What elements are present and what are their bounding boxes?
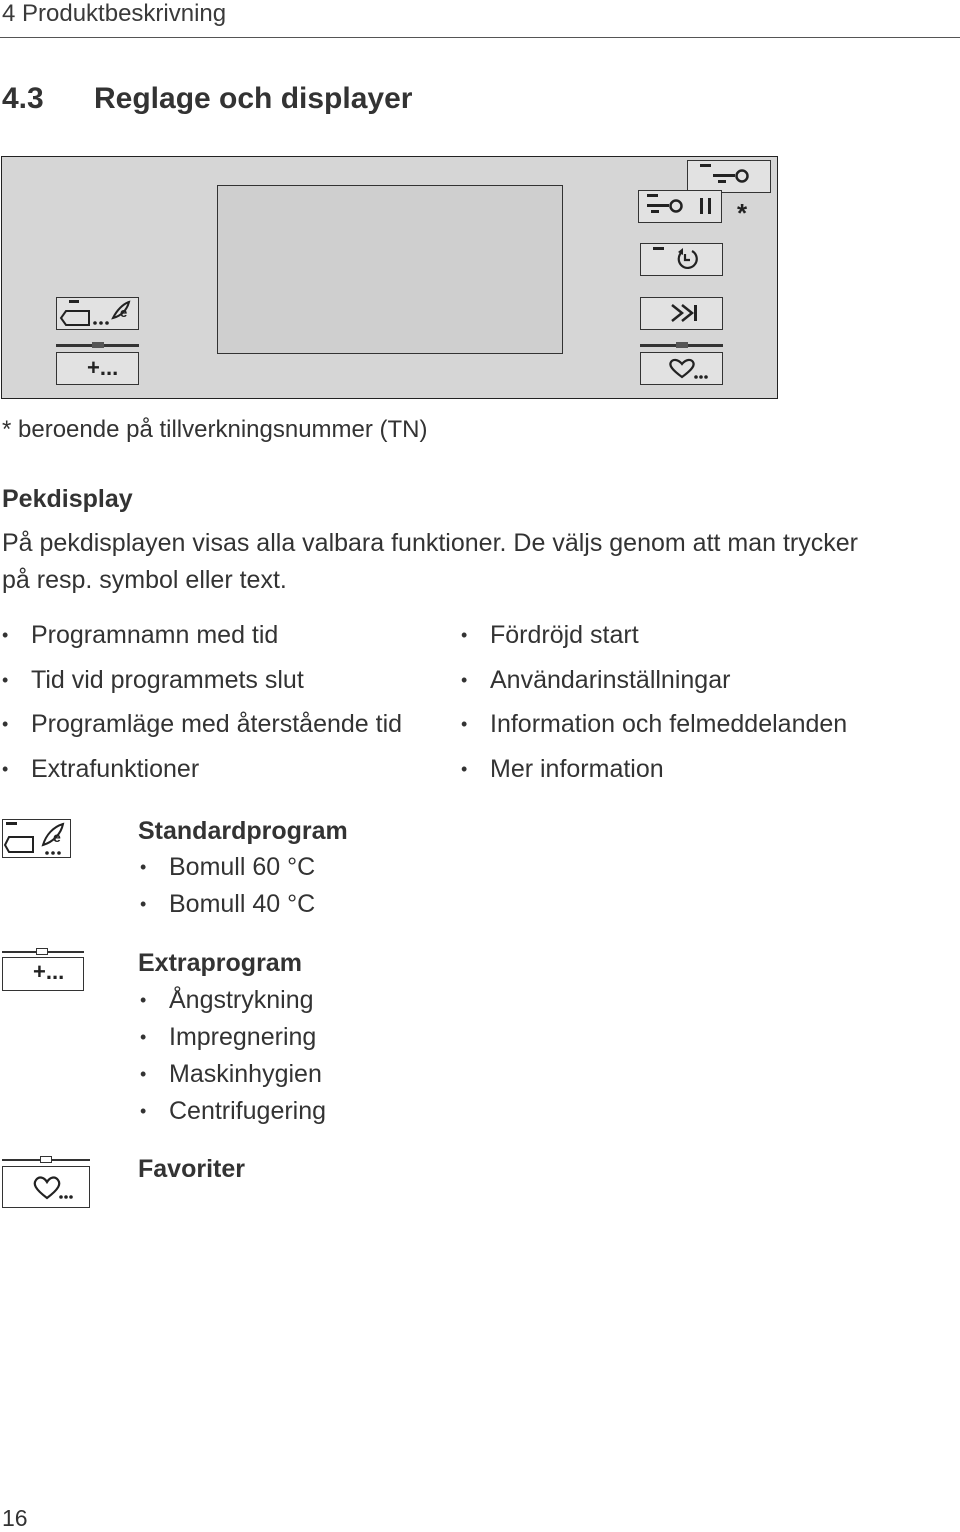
list-item: • Användarinställningar (459, 665, 959, 710)
page-number: 16 (2, 1505, 28, 1531)
standard-program-legend-icon (2, 819, 71, 858)
list-item: • Impregnering (138, 1022, 538, 1059)
extra-program-button[interactable] (56, 352, 139, 385)
plus-dots-icon: +... (33, 959, 65, 984)
svg-text:e: e (120, 305, 128, 320)
list-item: • Mer information (459, 754, 959, 799)
list-item: • Tid vid programmets slut (0, 665, 450, 710)
touch-display-screen (217, 185, 563, 354)
standard-program-title: Standardprogram (138, 817, 348, 845)
svg-text:e: e (53, 829, 61, 845)
list-item: • Centrifugering (138, 1096, 538, 1133)
key-button[interactable] (687, 160, 771, 193)
tag-leaf-icon (57, 298, 137, 328)
list-item: • Ångstrykning (138, 985, 538, 1022)
plus-dots-icon: +... (87, 355, 119, 380)
section-title (2, 82, 412, 116)
list-item: • Information och felmeddelanden (459, 709, 959, 754)
extra-program-legend-icon (2, 957, 84, 991)
list-item: • Programläge med återstående tid (0, 709, 450, 754)
heart-dots-icon (3, 1167, 88, 1206)
section-number: 4.3 (2, 82, 44, 115)
favorites-legend-knob (40, 1156, 52, 1163)
slider-knob-left (92, 342, 104, 348)
touch-features-right (459, 620, 959, 798)
list-item: • Programnamn med tid (0, 620, 450, 665)
favorites-button[interactable] (640, 352, 723, 385)
favorites-legend-icon (2, 1166, 90, 1208)
list-item: • Extrafunktioner (0, 754, 450, 799)
key-pause-icon (639, 191, 719, 221)
tag-leaf-icon (3, 820, 69, 856)
chapter-header: 4 Produktbeskrivning (2, 0, 227, 27)
touch-display-heading: Pekdisplay (2, 485, 133, 513)
touch-features-left (0, 620, 450, 798)
header-rule (0, 37, 960, 38)
heart-dots-icon (641, 353, 721, 383)
intro-line-1: På pekdisplayen visas alla valbara funktioner. De väljs genom att man trycker (2, 529, 858, 557)
skip-button[interactable] (640, 297, 723, 330)
extra-program-title: Extraprogram (138, 949, 302, 977)
fast-forward-icon (641, 298, 721, 328)
asterisk-mark: * (737, 198, 748, 228)
extra-legend-knob (36, 948, 48, 955)
slider-knob-right (676, 342, 688, 348)
footnote: * beroende på tillverkningsnummer (TN) (2, 416, 428, 443)
favorites-title: Favoriter (138, 1155, 245, 1183)
lock-pause-button[interactable] (638, 190, 722, 223)
list-item: • Maskinhygien (138, 1059, 538, 1096)
list-item: • Bomull 40 °C (138, 889, 538, 926)
timer-icon (641, 244, 721, 274)
standard-program-button[interactable] (56, 297, 139, 330)
list-item: • Bomull 60 °C (138, 852, 538, 889)
standard-program-list (138, 852, 538, 926)
intro-line-2: på resp. symbol eller text. (2, 566, 287, 594)
key-icon (688, 161, 768, 191)
extra-program-list (138, 985, 538, 1133)
section-heading: Reglage och displayer (94, 82, 413, 115)
touch-display-intro (2, 525, 960, 599)
delay-start-button[interactable] (640, 243, 723, 276)
list-item: • Fördröjd start (459, 620, 959, 665)
